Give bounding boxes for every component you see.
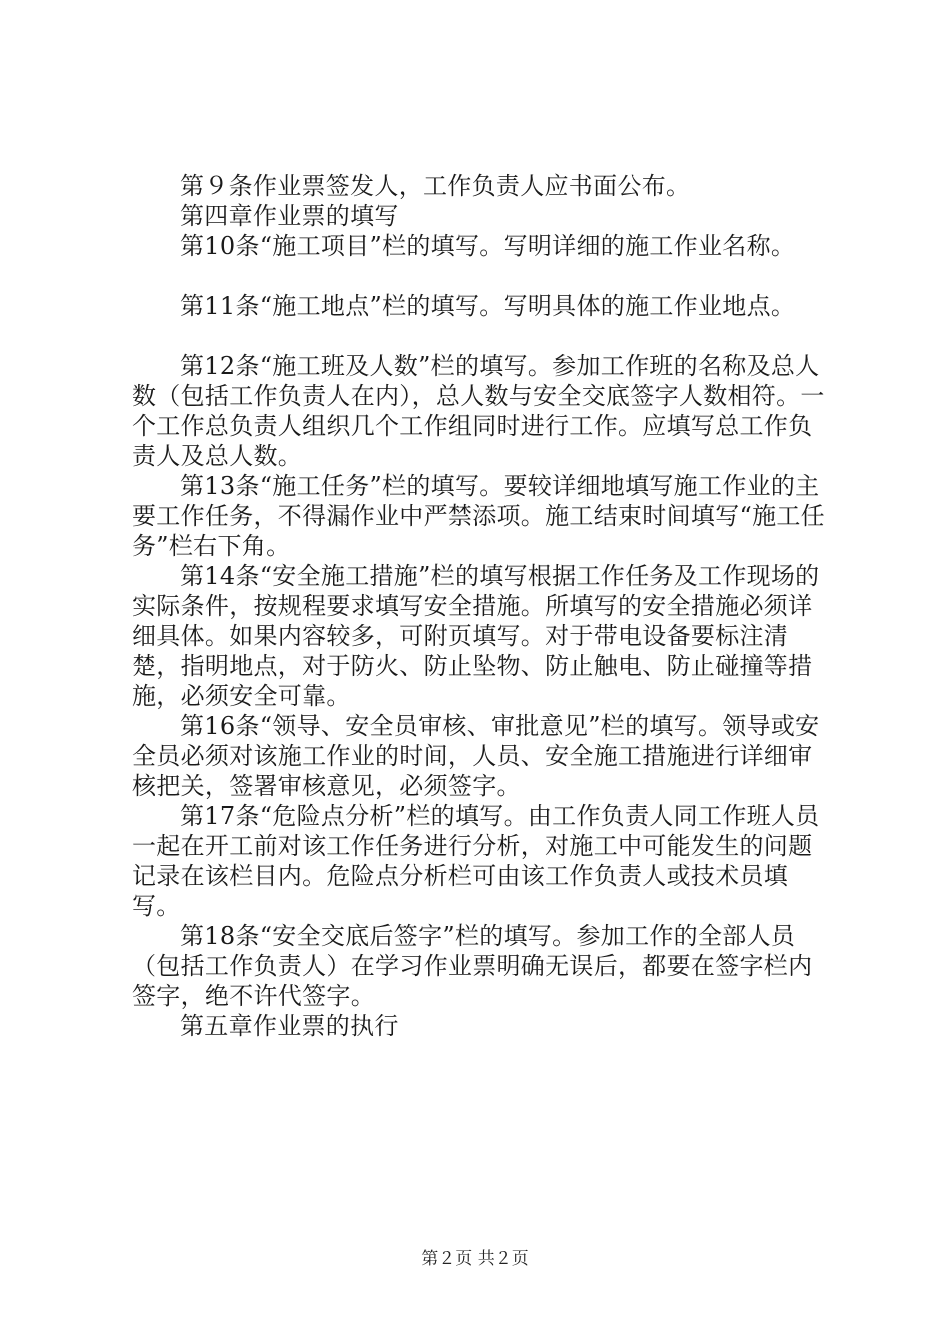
paragraph-article-12: 第12条“施工班及人数”栏的填写。参加工作班的名称及总人数（包括工作负责人在内），总人数与安全交底签字人数相符。一个工作总负责人组织几个工作组同时进行工作。应填写总工作负责人及总人数。 xyxy=(132,352,825,470)
paragraph-spacer xyxy=(132,321,832,351)
paragraph-article-9: 第９条作业票签发人，工作负责人应书面公布。 xyxy=(180,172,691,200)
paragraph-article-11: 第11条“施工地点”栏的填写。写明具体的施工作业地点。 xyxy=(180,292,796,320)
chapter-heading-4: 第四章作业票的填写 xyxy=(180,202,399,230)
paragraph-spacer xyxy=(132,261,832,291)
paragraph-article-17: 第17条“危险点分析”栏的填写。由工作负责人同工作班人员一起在开工前对该工作任务进行分析，对施工中可能发生的问题记录在该栏目内。危险点分析栏可由该工作负责人或技术员填写。 xyxy=(132,802,820,920)
paragraph-article-18: 第18条“安全交底后签字”栏的填写。参加工作的全部人员（包括工作负责人）在学习作业票明确无误后，都要在签字栏内签字，绝不许代签字。 xyxy=(132,922,813,1010)
document-body xyxy=(132,171,832,1041)
paragraph-article-16: 第16条“领导、安全员审核、审批意见”栏的填写。领导或安全员必须对该施工作业的时间，人员、安全施工措施进行详细审核把关，签署审核意见，必须签字。 xyxy=(132,712,820,800)
page-number-footer: 第２页 共２页 xyxy=(421,1249,529,1269)
paragraph-article-13: 第13条“施工任务”栏的填写。要较详细地填写施工作业的主要工作任务，不得漏作业中严禁添项。施工结束时间填写“施工任务”栏右下角。 xyxy=(132,472,825,560)
paragraph-article-14: 第14条“安全施工措施”栏的填写根据工作任务及工作现场的实际条件，按规程要求填写安全措施。所填写的安全措施必须详细具体。如果内容较多，可附页填写。对于带电设备要标注清楚，指明地点，对于防火、防止坠物、防止触电、防止碰撞等措施，必须安全可靠。 xyxy=(132,562,820,710)
paragraph-article-10: 第10条“施工项目”栏的填写。写明详细的施工作业名称。 xyxy=(180,232,796,260)
chapter-heading-5: 第五章作业票的执行 xyxy=(180,1012,399,1040)
